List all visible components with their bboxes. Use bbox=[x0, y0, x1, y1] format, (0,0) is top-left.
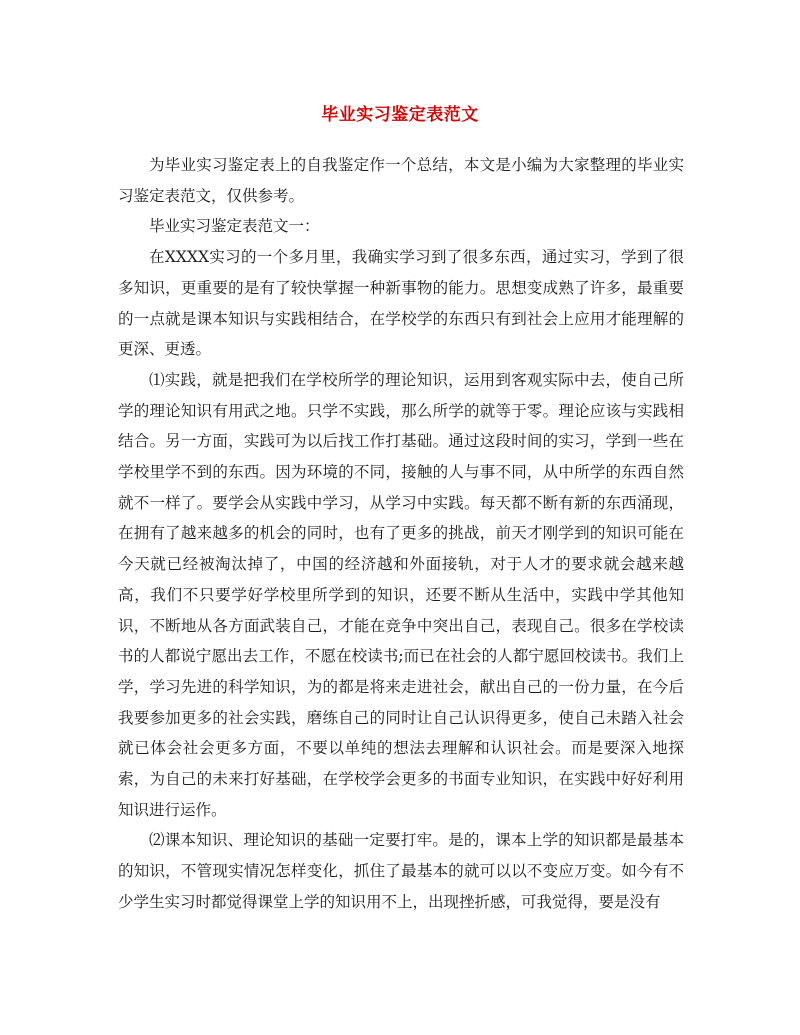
document-title: 毕业实习鉴定表范文 bbox=[321, 105, 479, 125]
body-paragraph: 在XXXX实习的一个多月里，我确实学习到了很多东西，通过实习，学到了很多知识，更重要的是有了较快掌握一种新事物的能力。思想变成熟了许多，最重要的一点就是课本知识与实践相结合，在学校学的东西只有到社会上应用才能理解的更深、更透。 bbox=[118, 248, 684, 359]
section-heading: 毕业实习鉴定表范文一： bbox=[149, 217, 320, 236]
intro-paragraph: 为毕业实习鉴定表上的自我鉴定作一个总结，本文是小编为大家整理的毕业实习鉴定表范文，仅供参考。 bbox=[118, 156, 684, 205]
document-body bbox=[118, 150, 684, 918]
body-paragraph: ⑴实践，就是把我们在学校所学的理论知识，运用到客观实际中去，使自己所学的理论知识有用武之地。只学不实践，那么所学的就等于零。理论应该与实践相结合。另一方面，实践可为以后找工作打基础。通过这段时间的实习，学到一些在学校里学不到的东西。因为环境的不同，接触的人与事不同，从中所学的东西自然就不一样了。要学会从实践中学习，从学习中实践。每天都不断有新的东西涌现，在拥有了越来越多的机会的同时，也有了更多的挑战，前天才刚学到的知识可能在今天就已经被淘汰掉了，中国的经济越和外面接轨，对于人才的要求就会越来越高，我们不只要学好学校里所学到的知识，还要不断从生活中，实践中学其他知识，不断地从各方面武装自己，才能在竞争中突出自己，表现自己。很多在学校读书的人都说宁愿出去工作，不愿在校读书;而已在社会的人都宁愿回校读书。我们上学，学习先进的科学知识，为的都是将来走进社会，献出自己的一份力量，在今后我要参加更多的社会实践，磨练自己的同时让自己认识得更多，使自己未踏入社会就已体会社会更多方面，不要以单纯的想法去理解和认识社会。而是要深入地探索，为自己的未来打好基础，在学校学会更多的书面专业知识，在实践中好好利用知识进行运作。 bbox=[118, 370, 684, 819]
body-paragraph: ⑵课本知识、理论知识的基础一定要打牢。是的，课本上学的知识都是最基本的知识，不管现实情况怎样变化，抓住了最基本的就可以以不变应万变。如今有不少学生实习时都觉得课堂上学的知识用不上，出现挫折感，可我觉得，要是没有 bbox=[118, 831, 684, 911]
